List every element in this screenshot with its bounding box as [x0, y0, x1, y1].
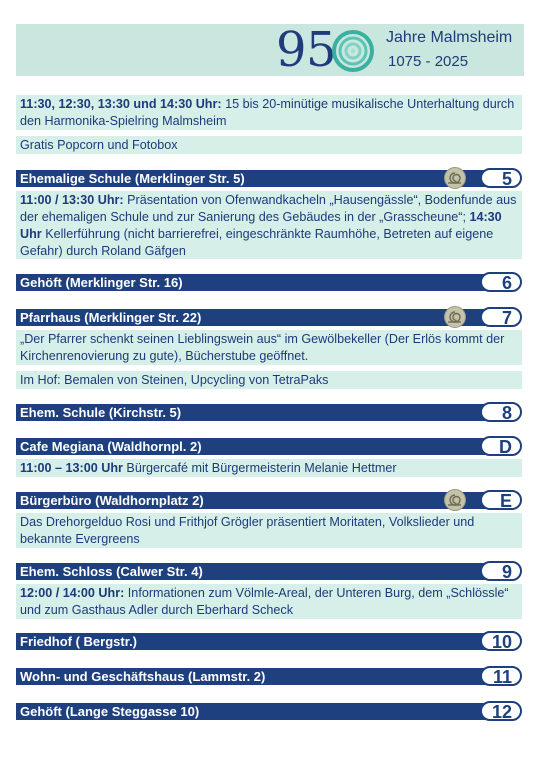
intro-block [16, 95, 522, 130]
logo-years: 1075 - 2025 [388, 53, 469, 70]
station-bar [16, 309, 522, 326]
intro-extra-block [16, 136, 522, 154]
station-badge [480, 701, 522, 721]
station-title: Bürgerbüro (Waldhornplatz 2) [20, 493, 204, 508]
logo-numeral-5: 5 [306, 22, 335, 78]
station-badge [480, 666, 522, 686]
time-label: 11:00 – 13:00 Uhr [20, 461, 123, 475]
time-label: 14:30 Uhr [20, 210, 502, 241]
station-details [16, 191, 522, 259]
station-bar [16, 563, 522, 580]
station-title: Ehem. Schloss (Calwer Str. 4) [20, 564, 203, 579]
station-details [16, 330, 522, 365]
station-badge [480, 436, 522, 456]
station-title: Gehöft (Merklinger Str. 16) [20, 275, 183, 290]
detail-text: Präsentation von Ofenwandkacheln „Hausengässle“, Bodenfunde aus der ehemaligen Schule und zur Sanierung des Gebäudes in der „Grasscheune“; [20, 193, 517, 224]
station-badge [480, 631, 522, 651]
station-title: Gehöft (Lange Steggasse 10) [20, 704, 200, 719]
station-number: 10 [491, 632, 512, 652]
station-bar [16, 492, 522, 509]
station-number: 6 [501, 273, 512, 293]
station-title: Pfarrhaus (Merklinger Str. 22) [20, 310, 202, 325]
detail-text: „Der Pfarrer schenkt seinen Lieblingswein aus“ im Gewölbekeller (Der Erlös kommt der Kirchenrenovierung zu gute), Bücherstube geöffnet. [20, 332, 505, 363]
logo-numeral-9: 9 [276, 22, 305, 78]
station-number: D [499, 437, 512, 457]
station-bar [16, 438, 522, 455]
station-bar [16, 703, 522, 720]
station-badge [480, 168, 522, 188]
station-details [16, 584, 522, 619]
station-bar [16, 668, 522, 685]
station-title: Cafe Megiana (Waldhornpl. 2) [20, 439, 202, 454]
station-bar [16, 170, 522, 187]
station-bar [16, 274, 522, 291]
intro-extra: Gratis Popcorn und Fotobox [20, 138, 178, 152]
intro-times: 11:30, 12:30, 13:30 und 14:30 Uhr: [20, 97, 222, 111]
station-title: Friedhof ( Bergstr.) [20, 634, 138, 649]
station-number: 11 [492, 667, 512, 687]
station-details [16, 371, 522, 389]
station-number: 9 [501, 562, 512, 582]
station-badge [480, 402, 522, 422]
detail-text: Informationen zum Völmle-Areal, der Unteren Burg, dem „Schlössle“ und zum Gasthaus Adler durch Eberhard Scheck [20, 586, 509, 617]
logo-title: Jahre Malmsheim [386, 29, 513, 46]
station-title: Ehem. Schule (Kirchstr. 5) [20, 405, 182, 420]
station-badge [480, 307, 522, 327]
station-title: Ehemalige Schule (Merklinger Str. 5) [20, 171, 245, 186]
time-label: 11:00 / 13:30 Uhr: [20, 193, 124, 207]
station-badge [480, 561, 522, 581]
time-label: 12:00 / 14:00 Uhr: [20, 586, 125, 600]
station-number: 7 [501, 308, 512, 328]
station-badge [480, 490, 522, 510]
station-details [16, 513, 522, 548]
detail-text: Im Hof: Bemalen von Steinen, Upcycling von TetraPaks [20, 373, 329, 387]
station-number: 5 [501, 169, 512, 189]
detail-text: Bürgercafé mit Bürgermeisterin Melanie Hettmer [122, 461, 397, 475]
anniversary-logo [276, 22, 526, 80]
station-number: 12 [491, 702, 512, 722]
station-bar [16, 633, 522, 650]
snail-icon [444, 306, 466, 328]
detail-text: Das Drehorgelduo Rosi und Frithjof Grögler präsentiert Moritaten, Volkslieder und bekannte Evergreens [20, 515, 475, 546]
intro-text: 15 bis 20-minütige musikalische Unterhaltung durch den Harmonika-Spielring Malmsheim [20, 97, 515, 128]
station-details [16, 459, 522, 477]
detail-text: Kellerführung (nicht barrierefrei, eingeschränkte Raumhöhe, Betreten auf eigene Gefahr) durch Roland Gäfgen [20, 227, 494, 258]
snail-icon [444, 489, 466, 511]
station-bar [16, 404, 522, 421]
snail-icon [444, 167, 466, 189]
swirl-icon [332, 28, 374, 74]
station-number: 8 [501, 403, 512, 423]
station-badge [480, 272, 522, 292]
station-number: E [499, 491, 512, 511]
station-title: Wohn- und Geschäftshaus (Lammstr. 2) [20, 669, 266, 684]
